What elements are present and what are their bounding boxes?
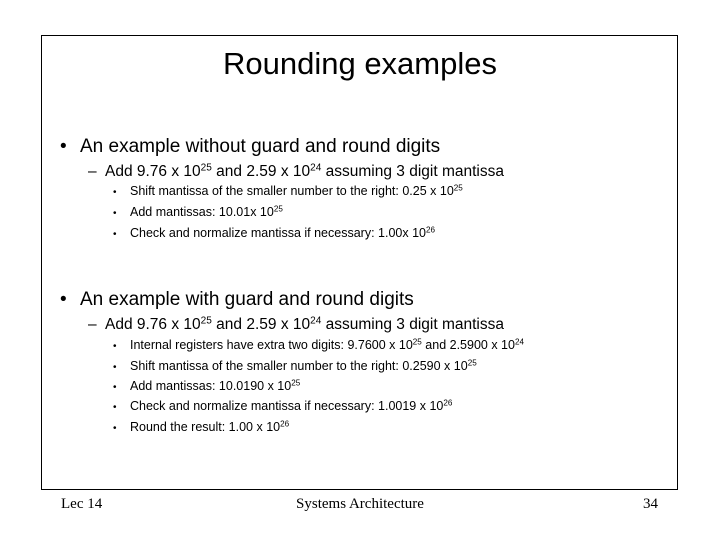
dash-icon: –	[88, 163, 97, 180]
dash-icon: –	[88, 316, 97, 333]
list-item	[113, 337, 524, 355]
exponent: 26	[280, 419, 290, 429]
sub-point-1	[88, 162, 504, 182]
exponent: 26	[443, 398, 453, 408]
exponent: 25	[467, 358, 477, 368]
exponent: 25	[200, 315, 212, 327]
bullet-icon: •	[113, 208, 117, 219]
section-heading-2	[60, 288, 414, 312]
heading-text: An example without guard and round digits	[80, 136, 441, 157]
bullet-icon: •	[113, 341, 117, 352]
bullet-icon: •	[113, 362, 117, 373]
item-text: Check and normalize mantissa if necessary: 1.00x 10	[130, 226, 426, 240]
item-text: Round the result: 1.00 x 10	[130, 420, 281, 434]
list-item	[113, 419, 289, 437]
bullet-icon: •	[60, 289, 67, 310]
sub-point-2	[88, 315, 504, 335]
exponent: 24	[310, 162, 322, 174]
bullet-icon: •	[113, 229, 117, 240]
bullet-icon: •	[113, 187, 117, 198]
list-item	[113, 378, 300, 396]
exponent: 25	[291, 378, 301, 388]
bullet-icon: •	[113, 423, 117, 434]
bullet-icon: •	[113, 402, 117, 413]
sub-text-pre: Add 9.76 x 10	[105, 163, 201, 180]
exponent: 24	[310, 315, 322, 327]
sub-text-post: assuming 3 digit mantissa	[321, 316, 504, 333]
sub-text-pre: Add 9.76 x 10	[105, 316, 201, 333]
item-text: Internal registers have extra two digits: 9.7600 x 10	[130, 338, 413, 352]
exponent: 26	[425, 225, 436, 235]
list-item	[113, 225, 435, 243]
list-item	[113, 183, 463, 201]
item-text: Shift mantissa of the smaller number to the right: 0.2590 x 10	[130, 359, 468, 373]
exponent: 25	[412, 337, 422, 347]
exponent: 25	[200, 162, 212, 174]
list-item	[113, 398, 452, 416]
exponent: 25	[453, 183, 463, 193]
heading-text: An example with guard and round digits	[80, 289, 414, 310]
item-text: Add mantissas: 10.0190 x 10	[130, 379, 292, 393]
slide-title: Rounding examples	[222, 46, 497, 81]
sub-text-post: assuming 3 digit mantissa	[321, 163, 504, 180]
footer-lecture: Lec 14	[61, 496, 103, 512]
section-heading-1	[60, 135, 440, 159]
sub-text-mid: and 2.59 x 10	[211, 316, 311, 333]
list-item	[113, 204, 283, 222]
item-text: Shift mantissa of the smaller number to the right: 0.25 x 10	[130, 184, 454, 198]
item-text: Check and normalize mantissa if necessary: 1.0019 x 10	[130, 399, 444, 413]
bullet-icon: •	[60, 136, 67, 157]
sub-text-mid: and 2.59 x 10	[211, 163, 311, 180]
list-item	[113, 358, 477, 376]
exponent: 24	[514, 337, 524, 347]
item-text-continued: and 2.5900 x 10	[421, 338, 515, 352]
page-number: 34	[643, 496, 658, 512]
bullet-icon: •	[113, 382, 117, 393]
item-text: Add mantissas: 10.01x 10	[130, 205, 274, 219]
exponent: 25	[273, 204, 283, 214]
footer-course: Systems Architecture	[296, 496, 424, 512]
